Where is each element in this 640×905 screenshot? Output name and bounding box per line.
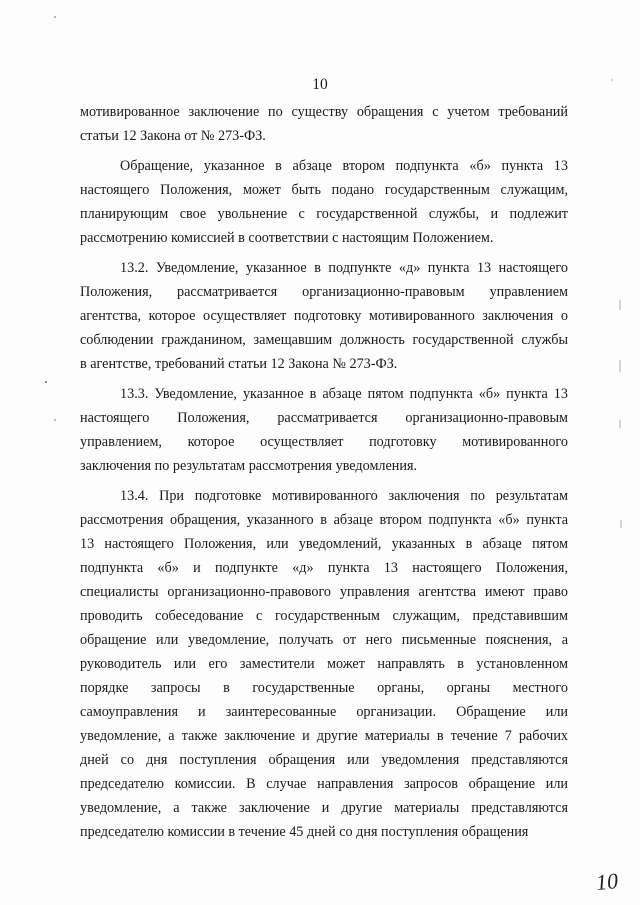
text-line: председателю комиссии. В случае направления запросов обращение или — [80, 776, 568, 792]
text-line: специалисты организационно-правового управления агентства имеют право — [80, 584, 568, 600]
text-line: соблюдении гражданином, замещавшим должность государственной службы — [80, 332, 568, 348]
paragraph — [80, 100, 568, 148]
text-line: проводить собеседование с государственным служащим, представившим — [80, 608, 568, 624]
text-line: настоящего Положения, рассматривается организационно-правовым — [80, 410, 568, 426]
text-line: агентства, которое осуществляет подготовку мотивированного заключения о — [80, 308, 568, 324]
text-line: Положения, рассматривается организационно-правовым управлением — [80, 284, 568, 300]
text-line: руководитель или его заместители может направлять в установленном — [80, 656, 568, 672]
text-line: самоуправления и заинтересованные организации. Обращение или — [80, 704, 568, 720]
text-line: 13 настоящего Положения, или уведомлений, указанных в абзаце пятом — [80, 536, 568, 552]
text-line: заключения по результатам рассмотрения уведомления. — [80, 458, 418, 474]
paragraph — [80, 484, 568, 844]
text-line: дней со дня поступления обращения или уведомления представляются — [80, 752, 568, 768]
text-line: 13.2. Уведомление, указанное в подпункте «д» пункта 13 настоящего — [120, 260, 568, 276]
text-line: управлением, которое осуществляет подготовку мотивированного — [80, 434, 568, 450]
text-line: мотивированное заключение по существу обращения с учетом требований — [80, 104, 568, 120]
handwritten-page-number: 10 — [594, 867, 620, 896]
text-line: подпункта «б» и подпункте «д» пункта 13 настоящего Положения, — [80, 560, 568, 576]
document-body — [80, 100, 568, 844]
text-line: председателю комиссии в течение 45 дней со дня поступления обращения — [80, 824, 529, 840]
paragraph — [80, 256, 568, 376]
page-number: 10 — [312, 76, 328, 93]
paragraph — [80, 154, 568, 250]
text-line: уведомление, а также заключение и другие материалы в течение 7 рабочих — [80, 728, 568, 744]
text-line: рассмотрению комиссией в соответствии с настоящим Положением. — [80, 230, 494, 246]
text-line: планирующим свое увольнение с государственной службы, и подлежит — [80, 206, 568, 222]
paragraph — [80, 382, 568, 478]
text-line: 13.3. Уведомление, указанное в абзаце пятом подпункта «б» пункта 13 — [120, 386, 568, 402]
text-line: Обращение, указанное в абзаце втором подпункта «б» пункта 13 — [120, 158, 568, 174]
text-line: статьи 12 Закона от № 273-ФЗ. — [80, 128, 266, 144]
text-line: порядке запросы в государственные органы, органы местного — [80, 680, 568, 696]
text-line: 13.4. При подготовке мотивированного заключения по результатам — [120, 488, 568, 504]
text-line: в агентстве, требований статьи 12 Закона № 273-ФЗ. — [80, 356, 398, 372]
text-line: уведомление, а также заключение и другие материалы представляются — [80, 800, 568, 816]
text-line: обращение или уведомление, получать от него письменные пояснения, а — [80, 632, 568, 648]
text-line: настоящего Положения, может быть подано государственным служащим, — [80, 182, 568, 198]
text-line: рассмотрения обращения, указанного в абзаце втором подпункта «б» пункта — [80, 512, 568, 528]
